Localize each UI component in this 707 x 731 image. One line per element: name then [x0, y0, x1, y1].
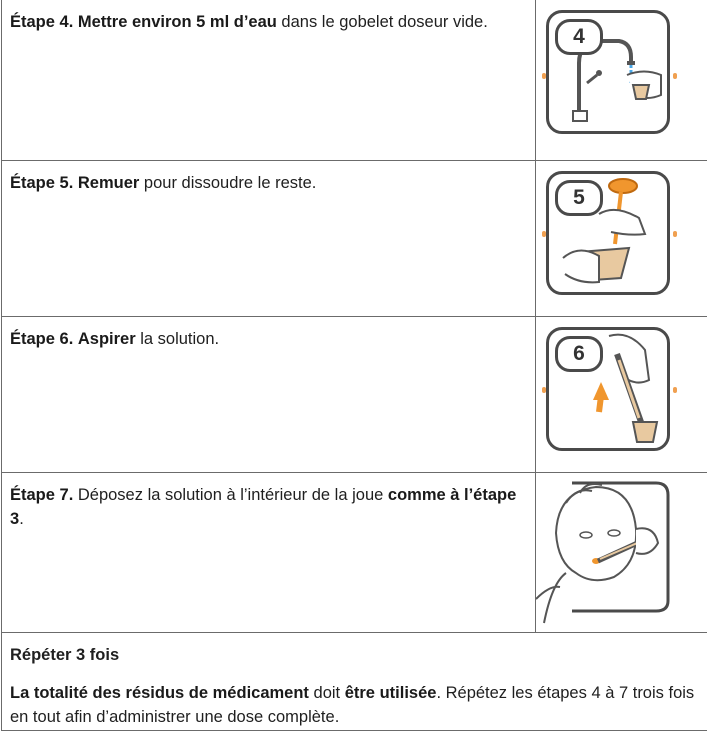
step-4-text [2, 0, 536, 161]
instruction-table [1, 0, 707, 731]
step-5-number-badge: 5 [555, 180, 603, 216]
table-row-step-4 [2, 0, 707, 161]
step-5-frame [546, 171, 670, 295]
step-6-action: Aspirer [78, 330, 136, 348]
decor-dot [542, 231, 546, 237]
step-6-text [2, 317, 536, 473]
repeat-bold-1: La totalité des résidus de médicament [10, 684, 309, 702]
table-row-repeat [2, 633, 707, 731]
step-4-frame [546, 10, 670, 134]
step-4-rest: dans le gobelet doseur vide. [277, 13, 488, 31]
step-6-rest: la solution. [136, 330, 219, 348]
step-7-period: . [19, 510, 24, 528]
step-7-text [2, 473, 536, 633]
step-7-bold-end: comme à l’étape 3 [10, 486, 516, 528]
table-row-step-7 [2, 473, 707, 633]
step-4-action: Mettre environ 5 ml d’eau [78, 13, 277, 31]
table-row-step-6 [2, 317, 707, 473]
table-row-step-5 [2, 161, 707, 317]
step-5-prefix: Étape 5. [10, 174, 73, 192]
decor-dot [542, 387, 546, 393]
decor-dot [673, 231, 677, 237]
step-4-prefix: Étape 4. [10, 13, 73, 31]
decor-dot [673, 73, 677, 79]
repeat-plain-2: . Répétez les étapes 4 à 7 trois fois en tout afin d’administrer une dose complète. [10, 684, 694, 726]
step-5-action: Remuer [78, 174, 139, 192]
step-5-rest: pour dissoudre le reste. [139, 174, 316, 192]
repeat-section [2, 633, 707, 731]
decor-dot [542, 73, 546, 79]
step-7-prefix: Étape 7. [10, 486, 73, 504]
repeat-bold-2: être utilisée [345, 684, 437, 702]
step-6-illustration-cell [536, 317, 707, 473]
repeat-plain-1: doit [309, 684, 345, 702]
step-6-prefix: Étape 6. [10, 330, 73, 348]
baby-syringe-icon [536, 473, 707, 633]
step-7-plain: Déposez la solution à l’intérieur de la joue [73, 486, 388, 504]
step-4-number-badge: 4 [555, 19, 603, 55]
step-5-text [2, 161, 536, 317]
step-6-number-badge: 6 [555, 336, 603, 372]
step-5-illustration-cell [536, 161, 707, 317]
step-6-frame [546, 327, 670, 451]
step-7-illustration-cell [536, 473, 707, 633]
step-4-illustration-cell [536, 0, 707, 161]
repeat-title: Répéter 3 fois [10, 643, 707, 667]
repeat-body [10, 681, 707, 729]
decor-dot [673, 387, 677, 393]
